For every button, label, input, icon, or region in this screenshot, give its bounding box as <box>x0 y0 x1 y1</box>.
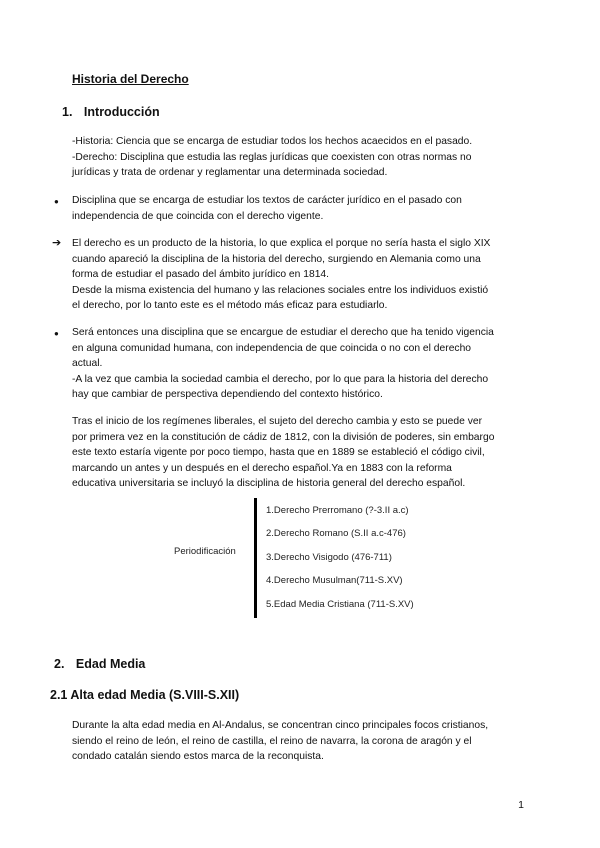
text-line: este texto estaría vigente por poco tiempo, hasta que en 1889 se estableció el código civil, <box>72 447 485 459</box>
text-line: por primera vez en la constitución de cádiz de 1812, con la división de poderes, sin embargo <box>72 431 495 443</box>
text-line: forma de estudiar el pasado del ámbito jurídico en 1814. <box>72 269 330 281</box>
section-1-title: Introducción <box>83 105 160 119</box>
period-item: 3.Derecho Visigodo (476-711) <box>266 551 392 563</box>
bullet-dot-icon: ● <box>54 197 59 206</box>
bullet-paragraph-1 <box>72 193 462 224</box>
period-item: 2.Derecho Romano (S.II a.c-476) <box>266 528 406 540</box>
text-line: siendo el reino de león, el reino de castilla, el reino de navarra, la corona de aragón y el <box>72 735 472 747</box>
periodization-bracket-line <box>254 498 257 618</box>
text-line: el derecho, por lo tanto este es el método más eficaz para estudiarlo. <box>72 300 388 312</box>
alta-edad-paragraph <box>72 718 488 765</box>
text-line: Durante la alta edad media en Al-Andalus, se concentran cinco principales focos cristianos, <box>72 720 489 731</box>
arrow-right-icon: ➔ <box>52 237 62 249</box>
bullet-dot-icon: ● <box>54 329 59 338</box>
liberal-paragraph <box>72 414 494 492</box>
text-line: marcando un antes y un después en el derecho español.Ya en 1883 con la reforma <box>72 462 452 474</box>
arrow-paragraph <box>72 236 490 314</box>
text-line: condado catalán siendo estos marca de la reconquista. <box>72 751 324 763</box>
text-line: -A la vez que cambia la sociedad cambia el derecho, por lo que para la historia del derecho <box>72 373 489 385</box>
text-line: en alguna comunidad humana, con independencia de que coincida o no con el derecho <box>72 342 472 354</box>
periodization-list <box>266 499 414 616</box>
text-line: educativa universitaria se incluyó la disciplina de historia general del derecho español. <box>72 478 466 490</box>
text-line: Desde la misma existencia del humano y las relaciones sociales entre los individuos existió <box>72 284 489 296</box>
periodization-label: Periodificación <box>174 546 236 557</box>
intro-paragraph <box>72 134 472 181</box>
period-item: 4.Derecho Musulman(711-S.XV) <box>266 575 403 587</box>
section-2-1-heading: 2.1 Alta edad Media (S.VIII-S.XII) <box>50 688 240 702</box>
text-line: Disciplina que se encarga de estudiar los textos de carácter jurídico en el pasado con <box>72 195 462 206</box>
period-item: 1.Derecho Prerromano (?-3.II a.c) <box>266 505 409 516</box>
section-2-title: Edad Media <box>75 657 146 671</box>
section-1-heading <box>62 105 160 119</box>
text-line: -Derecho: Disciplina que estudia las reglas jurídicas que coexisten con otras normas no <box>72 151 472 163</box>
text-line: hay que cambiar de perspectiva dependiendo del contexto histórico. <box>72 389 383 401</box>
text-line: Será entonces una disciplina que se encargue de estudiar el derecho que ha tenido vigencia <box>72 327 494 338</box>
section-1-number: 1. <box>62 105 73 119</box>
text-line: actual. <box>72 358 103 370</box>
text-line: Tras el inicio de los regímenes liberales, el sujeto del derecho cambia y esto se puede ver <box>72 416 482 427</box>
text-line: cuando apareció la disciplina de la historia del derecho, surgiendo en Alemania como una <box>72 253 481 265</box>
text-line: jurídicas y trata de ordenar y reglamentar una determinada sociedad. <box>72 167 388 179</box>
section-2-heading <box>54 657 145 671</box>
text-line: independencia de que coincida con el derecho vigente. <box>72 210 324 222</box>
bullet-paragraph-2 <box>72 325 494 403</box>
period-item: 5.Edad Media Cristiana (711-S.XV) <box>266 598 414 610</box>
section-2-number: 2. <box>54 657 65 671</box>
text-line: -Historia: Ciencia que se encarga de estudiar todos los hechos acaecidos en el pasado. <box>72 136 473 147</box>
page-number: 1 <box>518 799 524 811</box>
text-line: El derecho es un producto de la historia, lo que explica el porque no sería hasta el siglo XIX <box>72 238 491 249</box>
document-title: Historia del Derecho <box>72 72 189 86</box>
